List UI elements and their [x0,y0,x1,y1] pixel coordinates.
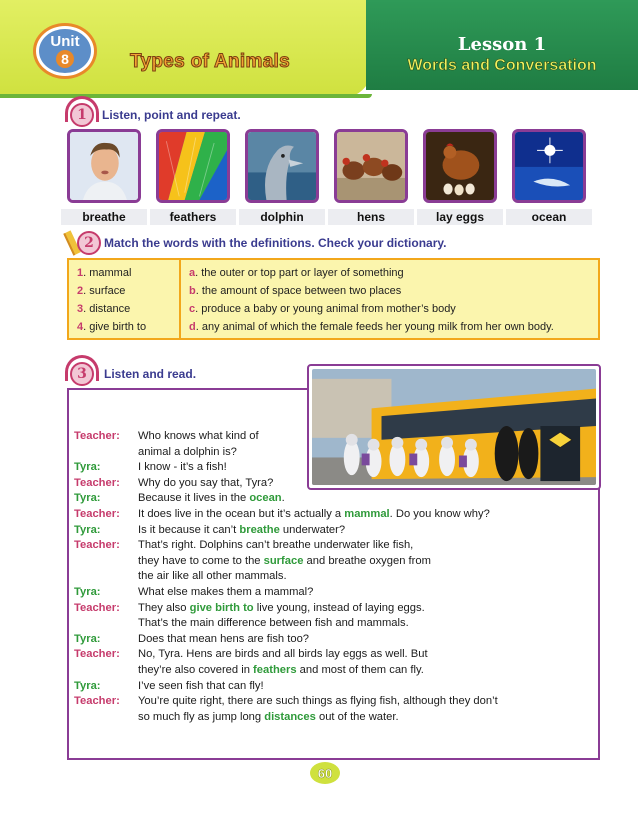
definition-c: c. produce a baby or young animal from mother’s body [189,303,456,315]
speaker-tyra: Tyra: [74,461,101,474]
dialogue-line [74,569,594,585]
picture-row [67,129,601,225]
dialogue-line [74,647,594,663]
dialogue-text: Because it lives in the ocean. [138,492,285,505]
dialogue-text: That’s right. Dolphins can’t breathe underwater like fish, [138,539,414,552]
dialogue-text: Who knows what kind of [138,430,259,442]
speaker-teacher: Teacher: [74,601,120,614]
dialogue-text: they have to come to the surface and breathe oxygen from [138,554,431,567]
keyword-ocean: ocean [249,492,282,505]
dialogue-text: so much fly as jump long distances out of the water. [138,710,399,723]
unit-word: Unit [50,33,80,51]
dialogue-text: It does live in the ocean but it’s actually a mammal. Do you know why? [138,507,490,520]
picture-ocean [512,129,586,203]
hens-image [337,132,405,200]
unit-number: 8 [56,50,74,68]
speaker-teacher: Teacher: [74,430,120,442]
dialogue-line [74,554,594,570]
dialogue-text: Is it because it can’t breathe underwater? [138,523,346,536]
section-2-instruction: Match the words with the definitions. Check your dictionary. [104,236,447,250]
speaker-tyra: Tyra: [74,679,101,692]
dialogue-text: I’ve seen fish that can fly! [138,679,264,692]
section-3-instruction: Listen and read. [104,367,197,381]
dialogue-text: They also give birth to live young, instead of laying eggs. [138,601,425,614]
section-2-number: 2 [77,231,101,255]
speaker-teacher: Teacher: [74,507,120,520]
dialogue-line [74,491,594,507]
man-breathing-image [70,132,138,200]
speaker-tyra: Tyra: [74,585,101,598]
dialogue-line [74,538,594,554]
dialogue-text: animal a dolphin is? [138,445,237,458]
speaker-tyra: Tyra: [74,492,101,505]
dialogue-line [74,694,594,710]
keyword-feathers: feathers [253,663,297,676]
dialogue-line [74,632,594,648]
speaker-tyra: Tyra: [74,632,101,645]
dialogue-line [74,460,594,476]
unit-badge [36,26,94,76]
lesson-title: Lesson 1 [457,34,547,55]
section-3-number: 3 [70,362,94,386]
speaker-teacher: Teacher: [74,695,120,708]
speaker-tyra: Tyra: [74,523,101,536]
dialogue-text: No, Tyra. Hens are birds and all birds lay eggs as well. But [138,648,428,661]
caption-ocean: ocean [506,209,592,225]
caption-breathe: breathe [61,209,147,225]
dialogue-line [74,601,594,617]
caption-lay-eggs: lay eggs [417,209,503,225]
dolphin-image [248,132,316,200]
page-number: 60 [310,762,340,784]
caption-feathers: feathers [150,209,236,225]
caption-dolphin: dolphin [239,209,325,225]
definition-b: b. the amount of space between two places [189,285,402,297]
dialogue-text: the air like all other mammals. [138,570,287,583]
ocean-image [515,132,583,200]
speaker-teacher: Teacher: [74,648,120,661]
dialogue-line [74,585,594,601]
section-1-instruction: Listen, point and repeat. [102,108,241,122]
definition-d: d. any animal of which the female feeds her young milk from her own body. [189,321,554,333]
caption-hens: hens [328,209,414,225]
word-2: 2. surface [77,285,126,297]
dialogue-text: That’s the main difference between fish and mammals. [138,617,409,630]
picture-breathe [67,129,141,203]
dialogue-line [74,616,594,632]
word-4: 4. give birth to [77,321,147,333]
definitions-divider [179,260,181,338]
dialogue-line [74,429,594,445]
keyword-mammal: mammal [344,507,390,520]
dialogue-line [74,523,594,539]
dialogue-text: Why do you say that, Tyra? [138,476,274,489]
picture-dolphin [245,129,319,203]
picture-feathers [156,129,230,203]
keyword-surface: surface [263,554,304,567]
speaker-teacher: Teacher: [74,476,120,489]
dialogue-text: What else makes them a mammal? [138,585,314,598]
conversation [74,429,594,725]
dialogue-line [74,710,594,726]
keyword-breathe: breathe [239,523,280,536]
speaker-teacher: Teacher: [74,539,120,552]
dialogue-line [74,476,594,492]
dialogue-line [74,507,594,523]
dialogue-text: I know - it’s a fish! [138,461,227,474]
dialogue-text: Does that mean hens are fish too? [138,632,310,645]
dialogue-text: You’re quite right, there are such things as flying fish, although they don’t [138,695,498,708]
picture-lay-eggs [423,129,497,203]
word-3: 3. distance [77,303,131,315]
section-1-number: 1 [70,103,94,127]
dialogue-line [74,445,594,461]
picture-hens [334,129,408,203]
feathers-image [159,132,227,200]
keyword-give-birth-to: give birth to [189,601,254,614]
dialogue-line [74,663,594,679]
word-1: 1. mammal [77,267,132,279]
hen-laying-eggs-image [426,132,494,200]
dialogue-text: they’re also covered in feathers and most of them can fly. [138,663,424,676]
keyword-distances: distances [264,710,316,723]
definition-a: a. the outer or top part or layer of something [189,267,404,279]
dialogue-line [74,679,594,695]
definitions-table [67,258,600,340]
lesson-subtitle: Words and Conversation [407,57,597,74]
unit-title: Types of Animals [130,51,291,72]
